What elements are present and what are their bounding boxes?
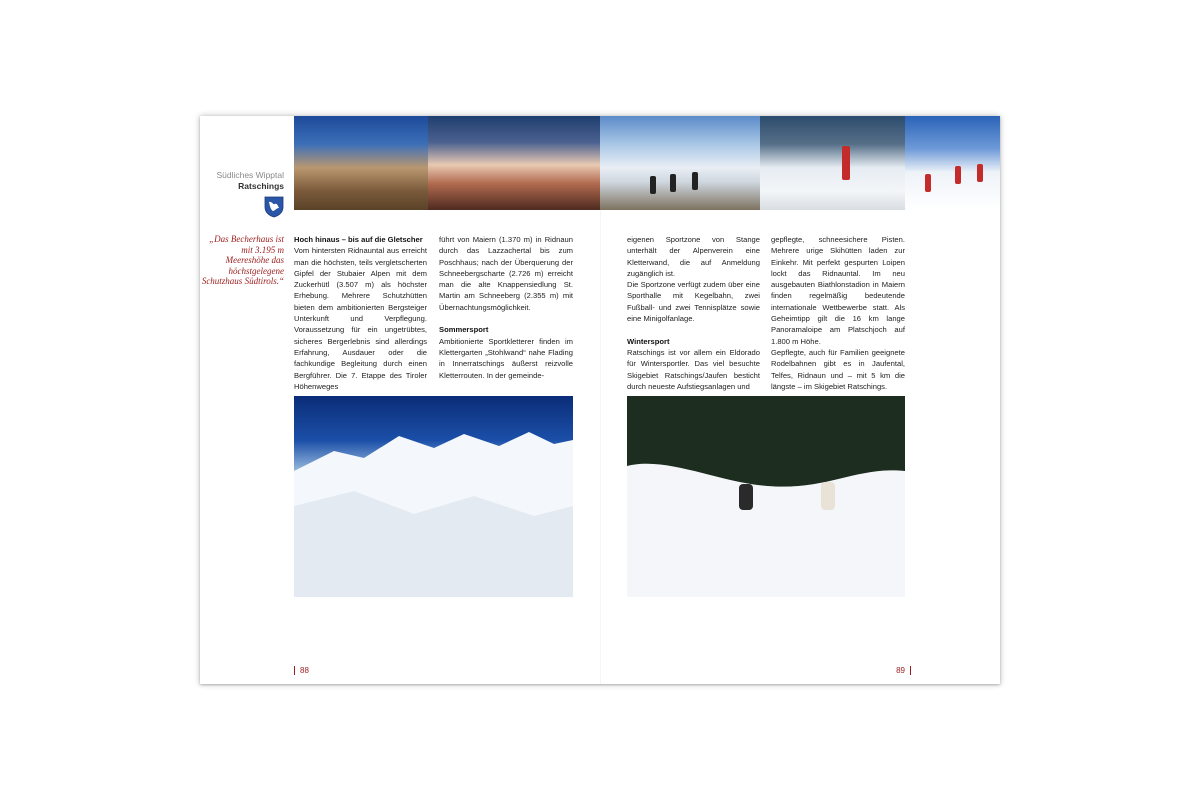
photo-summit-hut bbox=[294, 116, 428, 210]
locality-label: Ratschings bbox=[238, 181, 284, 191]
region-label: Südliches Wipptal bbox=[216, 170, 284, 180]
skier-figure bbox=[977, 164, 983, 182]
forest-snow-shape bbox=[627, 396, 905, 597]
photo-ski-tourers bbox=[905, 116, 1000, 210]
text-column-1 bbox=[294, 234, 427, 392]
photo-cross-country-skier bbox=[760, 116, 905, 210]
photo-skiers-resting bbox=[600, 116, 760, 210]
skier-figure bbox=[925, 174, 931, 192]
book-spread bbox=[200, 116, 1000, 684]
paragraph: eigenen Sportzone von Stange unterhält der Alpenverein eine Kletterwand, die auf Anmeldung zugänglich ist. bbox=[627, 235, 760, 278]
section-heading: Hoch hinaus – bis auf die Gletscher bbox=[294, 235, 423, 244]
paragraph: Die Sportzone verfügt zudem über eine Sporthalle mit Kegelbahn, zwei Fußball- und zwei Tennisplätze sowie eine Minigolfanlage. bbox=[627, 280, 760, 324]
person-figure bbox=[670, 174, 676, 192]
skier-figure bbox=[955, 166, 961, 184]
section-heading: Wintersport bbox=[627, 336, 670, 346]
page-number-right: 89 bbox=[883, 666, 911, 675]
paragraph: Ratschings ist vor allem ein Eldorado für Wintersportler. Das viel besuchte Skigebiet Ratschings/Jaufen besticht durch neueste Aufstiegsanlagen und bbox=[627, 347, 760, 391]
paragraph: gepflegte, schneesichere Pisten. Mehrere urige Skihütten laden zur Einkehr. Mit perfekt gespurten Loipen lockt das Ridnauntal. Im neu ausgebauten Biathlonstadion in Maiern finden regelmäßig bedeutende internationale Wettbewerbe statt. Als Geheimtipp gilt die 16 km lange Panoramaloipe am Platschjoch auf 1.800 m Höhe. bbox=[771, 235, 905, 346]
mountain-ridge-shape bbox=[294, 396, 573, 597]
paragraph: führt von Maiern (1.370 m) in Ridnaun durch das Lazzachertal bis zum Poschhaus; nach der Überquerung der Schneebergscharte (2.726 m) erreicht man die alte Knappensiedlung St. Martin am Schneeberg (2.355 m) mit Übernachtungsmöglichkeit. bbox=[439, 235, 573, 312]
section-heading: Sommersport bbox=[439, 325, 489, 335]
text-column-2 bbox=[439, 234, 573, 381]
paragraph: Ambitionierte Sportkletterer finden im Klettergarten „Stohlwand“ nahe Flading in Innerratschings äußerst reizvolle Kletterrouten. In der gemeinde- bbox=[439, 336, 573, 380]
paragraph: Gepflegte, auch für Familien geeignete Rodelbahnen gibt es in Jaufental, Telfes, Ridnaun und – mit 5 km die längste – im Skigebiet Ratschings. bbox=[771, 347, 905, 391]
person-figure bbox=[650, 176, 656, 194]
photo-ski-area-panorama bbox=[294, 396, 573, 597]
photo-alpenglow-glacier bbox=[428, 116, 600, 210]
text-column-3 bbox=[627, 234, 760, 392]
page-number-left: 88 bbox=[294, 666, 309, 675]
text-column-4 bbox=[771, 234, 905, 392]
skier-figure bbox=[842, 146, 850, 180]
paragraph: Vom hintersten Ridnauntal aus erreicht man die höchsten, teils vergletscherten Gipfel der Stubaier Alpen mit dem Zuckerhütl (3.507 m) als höchster Erhebung. Mehrere Schutzhütten bieten dem ambitionierten Bergsteiger Unterkunft und Verpflegung. Voraussetzung für ein ungetrübtes, sicheres Bergerlebnis sind allerdings Erfahrung, Ausdauer oder die fachkundige Begleitung durch einen Bergführer. Die 7. Etappe des Tiroler Höhenweges bbox=[294, 246, 427, 391]
person-figure bbox=[692, 172, 698, 190]
coat-of-arms-icon bbox=[264, 196, 284, 218]
photo-tobogganing bbox=[627, 396, 905, 597]
pull-quote: „Das Becherhaus ist mit 3.195 m Meereshöhe das höchstgelegene Schutzhaus Südtirols.“ bbox=[201, 234, 284, 286]
